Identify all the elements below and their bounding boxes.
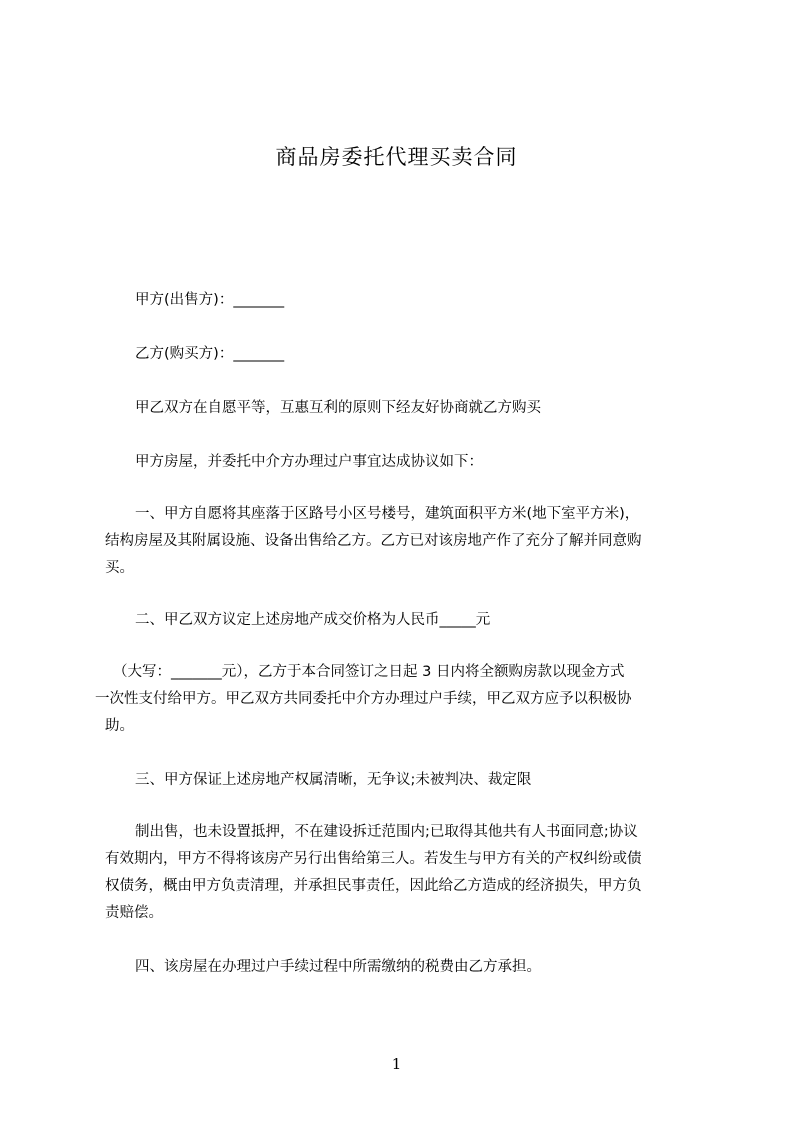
clause-4-text: 四、该房屋在办理过户手续过程中所需缴纳的税费由乙方承担。	[135, 959, 541, 975]
document-title: 商品房委托代理买卖合同	[275, 145, 518, 169]
clause-2-heading-text: 二、甲乙双方议定上述房地产成交价格为人民币_____元	[135, 612, 491, 628]
clause-2	[95, 659, 701, 740]
clause-1-line: 买。	[105, 560, 134, 576]
clause-2-line: （大写：_______元），乙方于本合同签订之日起 3 日内将全额购房款以现金方式	[113, 664, 625, 680]
clause-1	[95, 501, 701, 582]
clause-3-line: 责赔偿。	[105, 905, 163, 921]
preamble-line-1	[95, 395, 701, 422]
preamble-line-2	[95, 449, 701, 476]
clause-3-line: 有效期内，甲方不得将该房产另行出售给第三人。若发生与甲方有关的产权纠纷或债	[105, 851, 642, 867]
clause-2-line: 一次性支付给甲方。甲乙双方共同委托中介方办理过户手续，甲乙双方应予以积极协	[95, 691, 632, 707]
clause-3-heading-text: 三、甲方保证上述房地产权属清晰，无争议;未被判决、裁定限	[135, 772, 532, 788]
clause-3-line: 制出售，也未设置抵押，不在建设拆迁范围内;已取得其他共有人书面同意;协议	[135, 824, 638, 840]
clause-2-heading	[95, 607, 701, 634]
clause-3	[95, 819, 701, 927]
party-a-field	[95, 287, 701, 314]
clause-1-line: 结构房屋及其附属设施、设备出售给乙方。乙方已对该房地产作了充分了解并同意购	[105, 533, 642, 549]
clause-3-line: 权债务，概由甲方负责清理，并承担民事责任，因此给乙方造成的经济损失，甲方负	[105, 878, 642, 894]
clause-4	[95, 954, 701, 981]
clause-1-line: 一、甲方自愿将其座落于区路号小区号楼号，建筑面积平方米(地下室平方米)，	[135, 506, 640, 522]
party-b-field	[95, 341, 701, 368]
party-b-text: 乙方(购买方)：_______	[135, 346, 285, 362]
preamble-text-1: 甲乙双方在自愿平等，互惠互利的原则下经友好协商就乙方购买	[135, 400, 541, 416]
party-a-text: 甲方(出售方)：_______	[135, 292, 285, 308]
page-number: 1	[391, 1055, 402, 1073]
clause-3-heading	[95, 767, 701, 794]
clause-2-line: 助。	[105, 718, 134, 734]
preamble-text-2: 甲方房屋，并委托中介方办理过户事宜达成协议如下：	[135, 454, 483, 470]
